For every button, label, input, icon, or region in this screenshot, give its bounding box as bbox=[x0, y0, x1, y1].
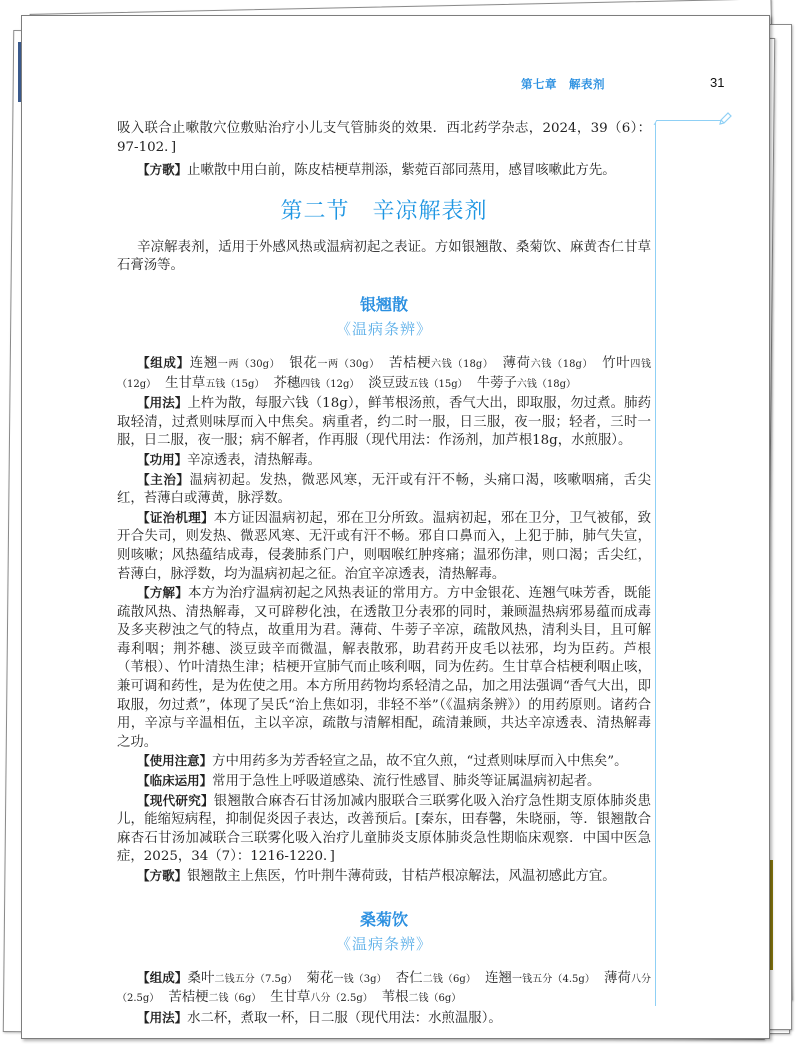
running-header-chapter: 第七章 解表剂 bbox=[521, 77, 605, 91]
formula-paragraph bbox=[117, 772, 651, 792]
formula-paragraph bbox=[117, 792, 651, 867]
herb-dose: 一钱五分（4.5g） bbox=[511, 973, 595, 985]
herb-name: 连翘 bbox=[189, 355, 218, 371]
formula-body bbox=[117, 969, 651, 1029]
book-page bbox=[21, 15, 770, 1039]
herb-dose: 四钱（12g） bbox=[300, 378, 360, 390]
herb-dose: 一两（30g） bbox=[317, 358, 380, 370]
herb-item bbox=[485, 971, 595, 986]
margin-note-line bbox=[659, 120, 721, 121]
top-text bbox=[117, 120, 651, 181]
paragraph-text: 辛凉透表，清热解毒。 bbox=[187, 452, 322, 468]
intro-text: 辛凉解表剂，适用于外感风热或温病初起之表证。方如银翘散、桑菊饮、麻黄杏仁甘草石膏汤等。 bbox=[117, 239, 651, 274]
formula-paragraph bbox=[117, 584, 651, 752]
formula-paragraph bbox=[117, 509, 651, 584]
herb-item bbox=[396, 971, 476, 986]
paragraph-text: 常用于急性上呼吸道感染、流行性感冒、肺炎等证属温病初起者。 bbox=[212, 774, 601, 790]
herb-item bbox=[270, 990, 372, 1005]
herb-dose: 一钱（3g） bbox=[333, 973, 387, 985]
herb-name: 苦桔梗 bbox=[168, 990, 209, 1006]
formula-name: 桑菊饮 bbox=[359, 909, 408, 929]
herb-dose: 五钱（15g） bbox=[205, 378, 265, 390]
herb-dose: 八分（2.5g） bbox=[310, 993, 373, 1005]
fangge-paragraph bbox=[117, 161, 651, 181]
herb-name: 桑叶 bbox=[187, 970, 215, 986]
herb-item bbox=[273, 376, 359, 391]
formula-body bbox=[117, 354, 651, 887]
formula-paragraph bbox=[117, 451, 651, 471]
herb-name: 生甘草 bbox=[270, 990, 311, 1006]
herb-dose: 二钱（6g） bbox=[422, 973, 476, 985]
herb-item bbox=[389, 356, 494, 371]
herb-dose: 二钱五分（7.5g） bbox=[214, 973, 298, 985]
herb-name: 芥穗 bbox=[273, 375, 301, 391]
herb-dose: 五钱（15g） bbox=[408, 378, 468, 390]
paragraph-label: 【现代研究】 bbox=[137, 792, 214, 808]
paragraph-text: 上杵为散，每服六钱（18g），鲜苇根汤煎，香气大出，即取服，勿过煮。肺药取轻清，过煮则味厚而入中焦矣。病重者，约二时一服，日三服，夜一服；轻者，三时一服，日二服，夜一服；病不解者，作再服（现代用法：作汤剂，加芦根18g，水煎服）。 bbox=[117, 396, 651, 449]
herb-dose: 四钱（12g） bbox=[117, 358, 651, 390]
herb-item bbox=[382, 990, 462, 1005]
formula-paragraph bbox=[117, 867, 651, 887]
formula-paragraph bbox=[117, 752, 651, 772]
herb-item bbox=[368, 376, 467, 391]
paragraph-text: 温病初起。发热，微恶风寒，无汗或有汗不畅，头痛口渴，咳嗽咽痛，舌尖红，苔薄白或薄黄，脉浮数。 bbox=[117, 472, 651, 507]
herb-item bbox=[306, 971, 386, 986]
herb-dose: 六钱（18g） bbox=[530, 358, 594, 370]
composition-paragraph bbox=[117, 969, 651, 1009]
herb-name: 生甘草 bbox=[165, 375, 206, 391]
herb-dose: 二钱（6g） bbox=[208, 993, 262, 1005]
herb-item bbox=[168, 990, 261, 1005]
formula-paragraph bbox=[117, 394, 651, 451]
herb-name: 菊花 bbox=[306, 970, 334, 986]
paragraph-label: 【临床运用】 bbox=[137, 773, 213, 789]
margin-note-line bbox=[655, 123, 656, 1006]
paragraph-label: 【功用】 bbox=[137, 451, 188, 467]
paragraph-label: 【组成】 bbox=[137, 354, 190, 370]
paragraph-text: 本方证因温病初起，邪在卫分所致。温病初起，邪在卫分，卫气被郁，致开合失司，则发热、微恶风寒、无汗或有汗不畅。邪自口鼻而入，上犯于肺，肺气失宣，则咳嗽；风热蕴结成毒，侵袭肺系门户，则咽喉红肿疼痛；温邪伤津，则口渴；舌尖红，苔薄白，脉浮数，均为温病初起之征。治宜辛凉透表，清热解毒。 bbox=[117, 510, 651, 582]
herb-name: 苇根 bbox=[381, 990, 409, 1006]
paragraph-label: 【方歌】 bbox=[137, 162, 188, 178]
paragraph-label: 【用法】 bbox=[137, 395, 188, 411]
herb-item bbox=[477, 376, 576, 391]
reference-continuation: 吸入联合止嗽散穴位敷贴治疗小儿支气管肺炎的效果．西北药学杂志，2024，39（6）：97-102．] bbox=[117, 121, 651, 155]
section-intro bbox=[117, 239, 651, 276]
herb-name: 薄荷 bbox=[603, 970, 631, 986]
herb-dose: 八分（2.5g） bbox=[117, 973, 652, 1005]
herb-item bbox=[165, 376, 264, 391]
paragraph-text: 银翘散主上焦医，竹叶荆牛薄荷豉，甘桔芦根凉解法，风温初感此方宜。 bbox=[187, 869, 616, 884]
paragraph-label: 【方解】 bbox=[137, 585, 189, 601]
herb-dose: 二钱（6g） bbox=[408, 993, 462, 1005]
herb-dose: 一两（30g） bbox=[217, 358, 281, 370]
paragraph-text: 本方为治疗温病初起之风热表证的常用方。方中金银花、连翘气味芳香，既能疏散风热、清热解毒，又可辟秽化浊，在透散卫分表邪的同时，兼顾温热病邪易蕴而成毒及多夹秽浊之气的特点，故重用为君。薄荷、牛蒡子辛凉，疏散风热，清利头目，且可解毒利咽；荆芥穗、淡豆豉辛而微温，解表散邪，助君药开皮毛以祛邪，均为臣药。芦根（苇根）、竹叶清热生津；桔梗开宣肺气而止咳利咽，同为佐药。生甘草合桔梗利咽止咳，兼可调和药性，是为佐使之用。本方所用药物均系轻清之品，加之用法强调“香气大出，即取服，勿过煮”，体现了吴氏“治上焦如羽，非轻不举”（《温病条辨》）的用药原则。诸药合用，辛凉与辛温相伍，主以辛凉，疏散与清解相配，疏清兼顾，共达辛凉透表、清热解毒之功。 bbox=[117, 586, 651, 750]
section-title: 第二节 辛凉解表剂 bbox=[280, 198, 488, 224]
herb-dose: 六钱（18g） bbox=[516, 378, 576, 390]
paragraph-text: 止嗽散中用白前，陈皮桔梗草荆添，紫菀百部同蒸用，感冒咳嗽此方先。 bbox=[187, 163, 616, 179]
herb-name: 牛蒡子 bbox=[476, 375, 517, 391]
paragraph-label: 【证治机理】 bbox=[137, 509, 214, 525]
formula-paragraph bbox=[117, 471, 651, 509]
paragraph-label: 【主治】 bbox=[137, 471, 190, 487]
herb-name: 苦桔梗 bbox=[388, 355, 432, 371]
pencil-icon[interactable] bbox=[717, 111, 733, 127]
margin-note-corner bbox=[654, 120, 662, 125]
herb-name: 连翘 bbox=[484, 970, 512, 986]
page-number: 31 bbox=[710, 75, 725, 90]
formula-name: 银翘散 bbox=[359, 294, 408, 314]
herb-item bbox=[289, 356, 380, 371]
herb-name: 薄荷 bbox=[502, 355, 531, 371]
herb-name: 银花 bbox=[289, 355, 318, 371]
formula-source: 《温病条辨》 bbox=[335, 934, 432, 953]
paragraph-label: 【方歌】 bbox=[137, 868, 188, 883]
herb-dose: 六钱（18g） bbox=[431, 358, 494, 370]
paragraph-label: 【用法】 bbox=[137, 1009, 188, 1025]
page-content bbox=[117, 120, 651, 1028]
paragraph-label: 【使用注意】 bbox=[137, 753, 213, 769]
herb-name: 杏仁 bbox=[395, 970, 423, 986]
formula-source: 《温病条辨》 bbox=[335, 319, 432, 338]
paragraph-text: 水二杯，煮取一杯，日二服（现代用法：水煎温服）。 bbox=[187, 1010, 502, 1026]
paragraph-label: 【组成】 bbox=[137, 969, 188, 985]
formula-paragraph bbox=[117, 1009, 651, 1029]
paragraph-text: 方中用药多为芳香轻宣之品，故不宜久煎，“过煮则味厚而入中焦矣”。 bbox=[212, 754, 628, 770]
herb-item bbox=[188, 971, 298, 986]
herb-name: 淡豆豉 bbox=[368, 375, 409, 391]
composition-paragraph bbox=[117, 354, 651, 394]
herb-item bbox=[503, 356, 594, 371]
herb-name: 竹叶 bbox=[602, 355, 631, 371]
paragraph-text: 银翘散合麻杏石甘汤加减内服联合三联雾化吸入治疗急性期支原体肺炎患儿，能缩短病程，抑制促炎因子表达，改善预后。[秦东，田春馨，朱晓丽，等．银翘散合麻杏石甘汤加减联合三联雾化吸入治疗儿童肺炎支原体肺炎急性期临床观察．中国中医急症，2025，34（7）：1216-1220．] bbox=[117, 793, 651, 865]
herb-item bbox=[190, 356, 281, 371]
